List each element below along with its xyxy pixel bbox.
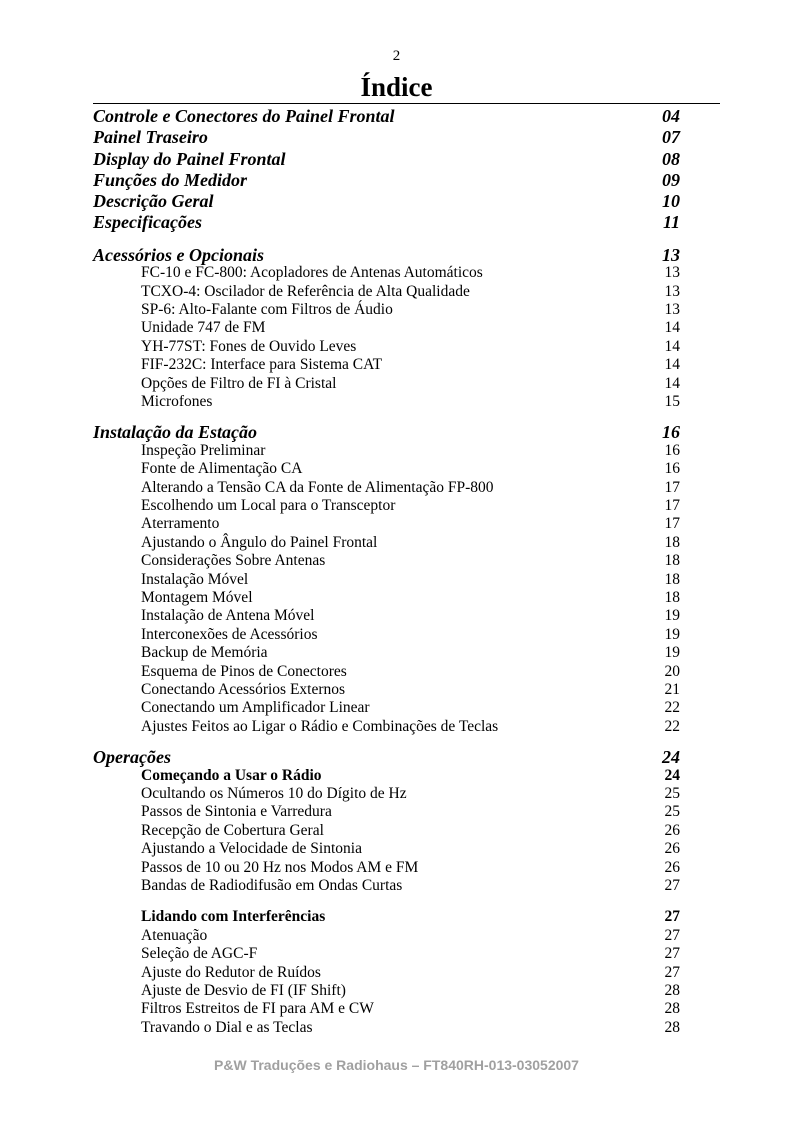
spacer [93,234,680,246]
toc-sub-entry[interactable] [93,1019,680,1037]
toc-sub-entry[interactable] [93,375,680,393]
toc-entry-title: Filtros Estreitos de FI para AM e CW [141,1000,374,1018]
toc-entry-title: Acessórios e Opcionais [93,244,264,265]
toc-entry-page: 16 [662,422,680,443]
toc-entry-title: Fonte de Alimentação CA [141,460,303,478]
toc-subgroup-heading[interactable] [93,908,680,926]
toc-entry-page: 17 [664,478,680,496]
toc-entry-title: Instalação da Estação [93,422,258,443]
toc-entry-page: 26 [664,821,680,839]
toc-sub-entry[interactable] [93,626,680,644]
toc-entry-title: Alterando a Tensão CA da Fonte de Alimentação FP-800 [141,478,494,496]
toc-sub-entry[interactable] [93,338,680,356]
toc-entry-title: FIF-232C: Interface para Sistema CAT [141,356,383,374]
toc-main-entry[interactable] [93,212,680,233]
toc-sub-entry[interactable] [93,644,680,662]
toc-entry-page: 09 [662,169,680,190]
toc-sub-entry[interactable] [93,607,680,625]
toc-entry-page: 15 [664,393,680,411]
toc-sub-entry[interactable] [93,663,680,681]
toc-entry-title: Instalação Móvel [141,570,249,588]
toc-sub-entry[interactable] [93,301,680,319]
toc-entry-title: Painel Traseiro [93,127,208,148]
toc-entry-page: 19 [664,644,680,662]
toc-entry-page: 27 [664,963,680,981]
toc-sub-entry[interactable] [93,1000,680,1018]
toc-sub-entry[interactable] [93,859,680,877]
toc-sub-entry[interactable] [93,319,680,337]
toc-entry-page: 14 [664,319,680,337]
toc-entry-page: 28 [664,1018,680,1036]
toc-entry-title: Backup de Memória [141,644,268,662]
toc-entry-page: 22 [664,699,680,717]
toc-sub-entry[interactable] [93,589,680,607]
toc-entry-title: Bandas de Radiodifusão em Ondas Curtas [141,877,403,894]
toc-entry-title: YH-77ST: Fones de Ouvido Leves [141,337,357,355]
spacer [93,895,680,908]
toc-sub-entry[interactable] [93,479,680,497]
toc-main-entry[interactable] [93,127,680,148]
toc-entry-page: 27 [664,926,680,944]
toc-entry-page: 22 [664,717,680,735]
toc-subgroup-heading[interactable] [93,767,680,785]
toc-entry-title: Funções do Medidor [93,169,248,190]
toc-sub-entry[interactable] [93,840,680,858]
toc-entry-page: 14 [664,374,680,392]
toc-entry-title: SP-6: Alto-Falante com Filtros de Áudio [141,301,393,319]
toc-sub-entry[interactable] [93,571,680,589]
toc-entry-page: 04 [662,106,680,126]
toc-entry-page: 16 [664,441,680,459]
toc-entry-title: Ajuste de Desvio de FI (IF Shift) [141,981,346,999]
toc-sub-entry[interactable] [93,945,680,963]
toc-entry-title: Ajustando a Velocidade de Sintonia [141,840,362,858]
toc-sub-entry[interactable] [93,283,680,301]
toc-entry-title: Unidade 747 de FM [141,319,266,337]
toc-entry-title: Travando o Dial e as Teclas [141,1018,313,1036]
toc-entry-page: 18 [664,570,680,588]
toc-entry-title: Esquema de Pinos de Conectores [141,662,347,680]
toc-entry-title: Aterramento [141,515,220,533]
toc-entry-title: Conectando um Amplificador Linear [141,699,370,717]
toc-entry-title: Recepção de Cobertura Geral [141,821,324,839]
table-of-contents [93,106,680,1037]
toc-entry-title: Conectando Acessórios Externos [141,680,346,698]
toc-entry-page: 28 [664,1000,680,1018]
footer-text: P&W Traduções e Radiohaus – FT840RH-013-03052007 [214,1057,579,1073]
toc-entry-page: 19 [664,607,680,625]
toc-entry-title: Lidando com Interferências [141,908,326,926]
toc-entry-page: 14 [664,356,680,374]
toc-entry-title: Instalação de Antena Móvel [141,607,315,625]
toc-sub-entry[interactable] [93,982,680,1000]
toc-entry-title: Passos de Sintonia e Varredura [141,803,332,821]
toc-main-entry[interactable] [93,170,680,191]
toc-sub-entry[interactable] [93,822,680,840]
toc-entry-page: 27 [664,908,680,926]
toc-entry-title: Interconexões de Acessórios [141,625,318,643]
toc-entry-title: Display do Painel Frontal [93,148,286,169]
toc-entry-page: 08 [662,148,680,169]
toc-entry-title: Ajustes Feitos ao Ligar o Rádio e Combinações de Teclas [141,717,499,735]
toc-entry-title: Controle e Conectores do Painel Frontal [93,106,395,126]
toc-entry-page: 19 [664,625,680,643]
toc-entry-title: Seleção de AGC-F [141,945,258,963]
toc-section-heading[interactable] [93,748,680,767]
toc-entry-page: 24 [664,766,680,784]
toc-entry-title: Microfones [141,393,213,411]
page-number: 2 [392,48,401,64]
toc-main-entry[interactable] [93,106,680,127]
toc-entry-title: Escolhendo um Local para o Transceptor [141,497,396,515]
toc-entry-title: Ajustando o Ângulo do Painel Frontal [141,533,378,551]
toc-sub-entry[interactable] [93,552,680,570]
toc-entry-page: 13 [664,264,680,282]
toc-sub-entry[interactable] [93,356,680,374]
toc-entry-page: 11 [662,212,680,233]
toc-sub-entry[interactable] [93,681,680,699]
toc-entry-title: Descrição Geral [93,191,214,212]
toc-entry-page: 18 [664,552,680,570]
toc-entry-page: 13 [664,301,680,319]
toc-entry-title: Opções de Filtro de FI à Cristal [141,374,337,392]
toc-sub-entry[interactable] [93,803,680,821]
toc-sub-entry[interactable] [93,927,680,945]
toc-entry-page: 13 [664,282,680,300]
toc-entry-page: 18 [664,589,680,607]
toc-entry-title: Especificações [93,212,202,233]
toc-sub-entry[interactable] [93,393,680,411]
toc-entry-page: 25 [664,785,680,803]
toc-entry-page: 18 [664,533,680,551]
toc-entry-page: 17 [664,497,680,515]
toc-sub-entry[interactable] [93,442,680,460]
toc-entry-title: Passos de 10 ou 20 Hz nos Modos AM e FM [141,858,419,876]
toc-entry-title: Considerações Sobre Antenas [141,552,326,570]
toc-entry-page: 14 [664,337,680,355]
toc-entry-page: 27 [664,945,680,963]
title-divider [93,103,720,104]
toc-entry-title: Inspeção Preliminar [141,441,266,459]
toc-entry-title: Começando a Usar o Rádio [141,766,322,784]
toc-entry-page: 24 [662,747,680,768]
toc-entry-title: FC-10 e FC-800: Acopladores de Antenas Automáticos [141,264,483,282]
toc-entry-page: 21 [664,680,680,698]
toc-entry-page: 17 [664,515,680,533]
toc-entry-page: 25 [664,803,680,821]
toc-entry-title: Montagem Móvel [141,589,253,607]
toc-entry-page: 10 [662,191,680,212]
toc-section-heading[interactable] [93,423,680,442]
toc-sub-entry[interactable] [93,718,680,736]
toc-entry-page: 16 [664,460,680,478]
toc-sub-entry[interactable] [93,785,680,803]
toc-sub-entry[interactable] [93,497,680,515]
toc-entry-title: Operações [93,747,171,768]
toc-entry-title: TCXO-4: Oscilador de Referência de Alta Qualidade [141,282,470,300]
toc-entry-page: 20 [664,662,680,680]
toc-sub-entry[interactable] [93,699,680,717]
toc-entry-page: 13 [662,244,680,265]
toc-entry-title: Ajuste do Redutor de Ruídos [141,963,321,981]
toc-sub-entry[interactable] [93,460,680,478]
toc-sub-entry[interactable] [93,515,680,533]
toc-entry-title: Atenuação [141,926,208,944]
toc-entry-page: 28 [664,981,680,999]
toc-entry-title: Ocultando os Números 10 do Dígito de Hz [141,785,407,803]
toc-main-entry[interactable] [93,191,680,212]
toc-sub-entry[interactable] [93,964,680,982]
toc-section-heading[interactable] [93,246,680,265]
toc-entry-page: 07 [662,127,680,148]
toc-sub-entry[interactable] [93,534,680,552]
toc-entry-page: 26 [664,840,680,858]
toc-main-entry[interactable] [93,149,680,170]
page-title: Índice [360,72,433,102]
toc-entry-page: 26 [664,858,680,876]
toc-entry-page: 27 [664,877,680,894]
spacer [93,736,680,748]
toc-sub-entry[interactable] [93,264,680,282]
toc-sub-entry[interactable] [93,877,680,895]
